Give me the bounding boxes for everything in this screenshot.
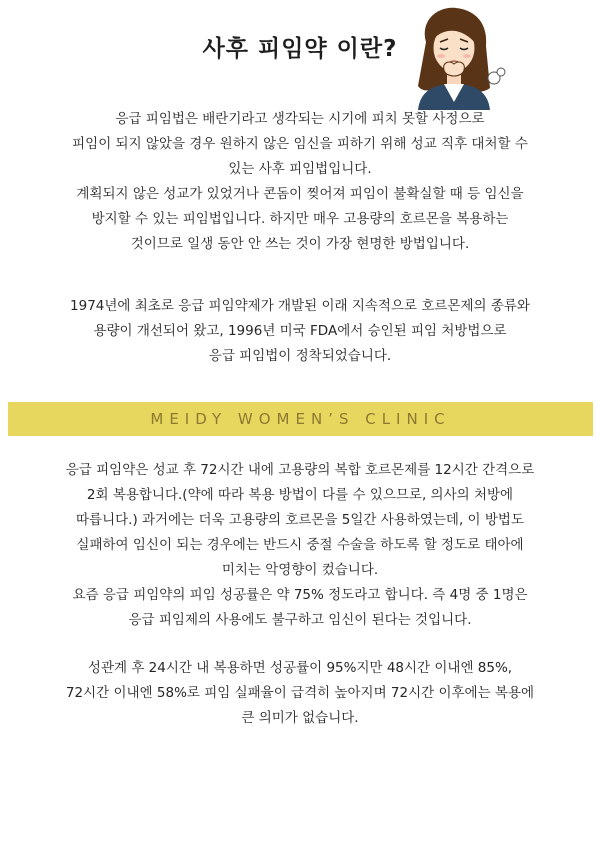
text-line: 큰 의미가 없습니다. <box>241 710 359 726</box>
text-line: 미치는 악영향이 컸습니다. <box>221 562 379 578</box>
clinic-name: MEIDY WOMEN’S CLINIC <box>150 410 451 428</box>
text-line: 따릅니다.) 과거에는 더욱 고용량의 호르몬을 5일간 사용하였는데, 이 방법도 <box>76 512 524 528</box>
clinic-banner <box>8 402 593 436</box>
text-line: 응급 피임법이 정착되었습니다. <box>208 348 392 364</box>
text-line: 것이므로 일생 동안 안 쓰는 것이 가장 현명한 방법입니다. <box>130 236 470 252</box>
history-paragraph <box>10 294 590 369</box>
text-line: 2회 복용합니다.(약에 따라 복용 방법이 다를 수 있으므로, 의사의 처방에 <box>86 487 514 503</box>
text-line: 성관계 후 24시간 내 복용하면 성공률이 95%지만 48시간 이내엔 85%, <box>87 660 513 676</box>
usage-paragraph <box>10 458 590 633</box>
text-line: 응급 피임약은 성교 후 72시간 내에 고용량의 복합 호르몬제를 12시간 간격으로 <box>65 462 535 478</box>
text-line: 응급 피임법은 배란기라고 생각되는 시기에 피치 못할 사정으로 <box>115 111 485 127</box>
text-line: 1974년에 최초로 응급 피임약제가 개발된 이래 지속적으로 호르몬제의 종류와 <box>70 298 530 314</box>
text-line: 요즘 응급 피임약의 피임 성공률은 약 75% 정도라고 합니다. 즉 4명 중 1명은 <box>72 587 528 603</box>
text-line: 계획되지 않은 성교가 있었거나 콘돔이 찢어져 피임이 불확실할 때 등 임신을 <box>76 186 524 202</box>
text-line: 응급 피임제의 사용에도 불구하고 임신이 된다는 것입니다. <box>128 612 472 628</box>
page-title: 사후 피임약 이란? <box>202 36 398 62</box>
text-line: 용량이 개선되어 왔고, 1996년 미국 FDA에서 승인된 피임 처방법으로 <box>93 323 507 339</box>
success-rate-paragraph <box>10 656 590 731</box>
text-line: 방지할 수 있는 피임법입니다. 하지만 매우 고용량의 호르몬을 복용하는 <box>91 211 509 227</box>
worried-woman-illustration <box>398 2 508 110</box>
text-line: 있는 사후 피임법입니다. <box>228 161 372 177</box>
text-line: 72시간 이내엔 58%로 피임 실패율이 급격히 높아지며 72시간 이후에는 복용에 <box>65 685 535 701</box>
text-line: 실패하여 임신이 되는 경우에는 반드시 중절 수술을 하도록 할 정도로 태아에 <box>76 537 524 553</box>
intro-paragraph <box>10 107 590 257</box>
text-line: 피임이 되지 않았을 경우 원하지 않은 임신을 피하기 위해 성교 직후 대처할 수 <box>72 136 528 152</box>
